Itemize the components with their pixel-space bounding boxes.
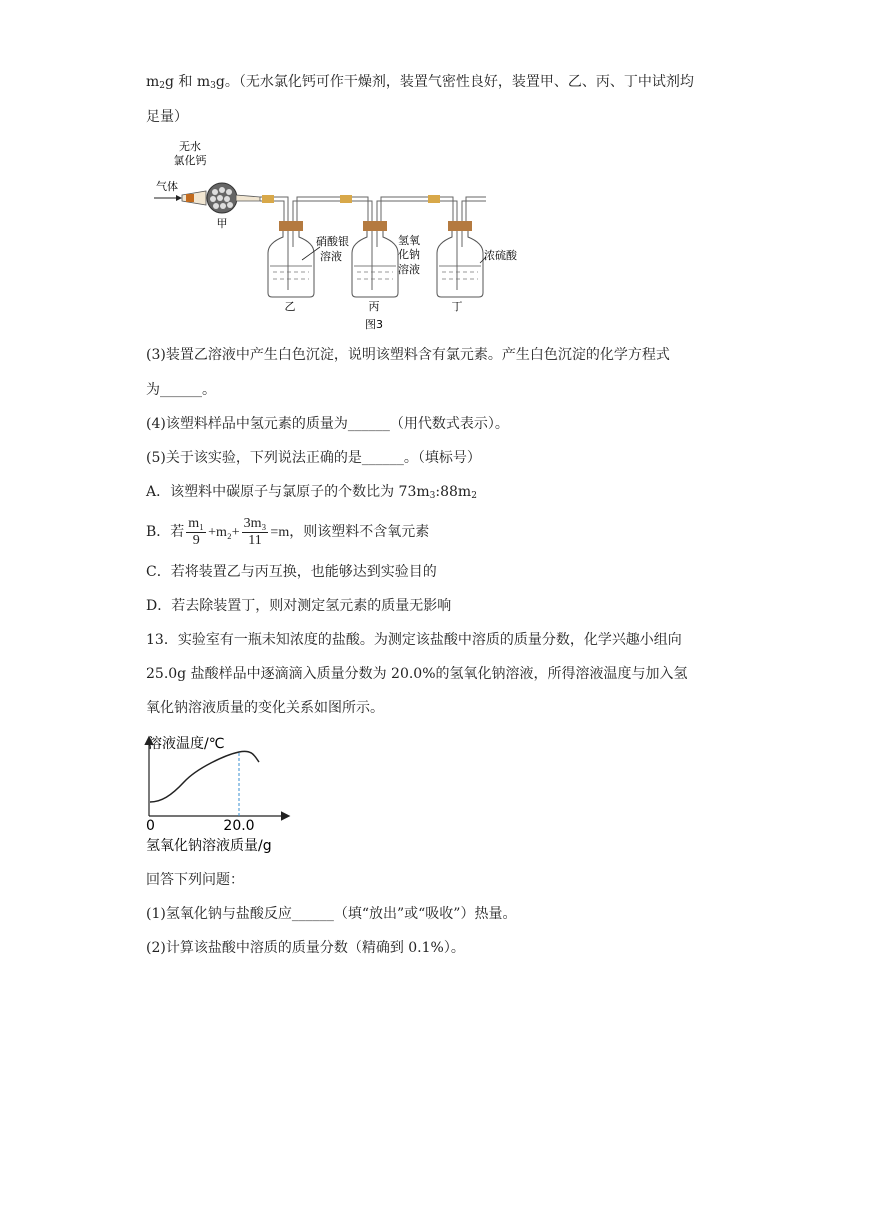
- intro-line-2: 足量）: [146, 109, 188, 125]
- bottle-bing: [352, 221, 398, 297]
- temperature-chart: [140, 730, 300, 855]
- intro-line-1: $m_2g$ 和 $m_3g$。（无水氯化钙可作干燥剂，装置气密性良好，装置甲、乙、丙、丁中试剂均: [146, 74, 694, 91]
- q13-sub-1: (1)氢氧化钠与盐酸反应______（填“放出”或“吸收”）热量。: [146, 906, 517, 922]
- q13-line-2: 25.0g 盐酸样品中逐滴滴入质量分数为 20.0%的氢氧化钠溶液，所得溶液温度与加入氢: [146, 666, 688, 682]
- reagent-yi-2: 溶液: [320, 250, 342, 263]
- origin-label: 0: [146, 818, 155, 834]
- x-axis-label: 氢氧化钠溶液质量/g: [146, 838, 272, 854]
- fraction-3m3-11: $\frac{\text{3m₃}}{11}$: [243, 515, 267, 548]
- option-b: B．若 $\frac{\text{m₁}}{9}$ +m₂+ $\frac{\text{3m₃}}{11}$ =m，则该塑料不含氧元素: [146, 515, 430, 548]
- figure-caption: 图3: [365, 318, 383, 331]
- temperature-curve: [150, 751, 259, 802]
- gas-arrow-head: [176, 195, 182, 201]
- option-c: C．若将装置乙与丙互换，也能够达到实验目的: [146, 564, 437, 580]
- q4: (4)该塑料样品中氢元素的质量为______（用代数式表示）。: [146, 416, 509, 432]
- drier-label-1: 无水: [179, 140, 201, 153]
- answer-intro: 回答下列问题：: [146, 872, 244, 888]
- rubber-joint-2: [340, 195, 352, 203]
- label-bing: 丙: [368, 300, 380, 313]
- bottle-yi: [268, 221, 314, 297]
- fraction-m1-9: $\frac{\text{m₁}}{9}$: [188, 515, 205, 548]
- reagent-bing-3: 溶液: [398, 263, 420, 276]
- reagent-ding: 浓硫酸: [484, 249, 517, 262]
- label-yi: 乙: [284, 300, 296, 313]
- drier-label-2: 氯化钙: [173, 154, 207, 167]
- q3-line-2: 为______。: [146, 382, 216, 398]
- reagent-bing-1: 氢氧: [398, 234, 420, 247]
- q3-line-1: (3)装置乙溶液中产生白色沉淀，说明该塑料含有氯元素。产生白色沉淀的化学方程式: [146, 347, 670, 363]
- y-axis-label: 溶液温度/℃: [148, 736, 225, 752]
- rubber-joint-3: [428, 195, 440, 203]
- apparatus-diagram: [150, 135, 530, 335]
- bottle-ding: [437, 221, 483, 297]
- drying-tube: [182, 183, 260, 213]
- q5: (5)关于该实验，下列说法正确的是______。（填标号）: [146, 450, 481, 466]
- q13-line-1: 13．实验室有一瓶未知浓度的盐酸。为测定该盐酸中溶质的质量分数，化学兴趣小组向: [146, 632, 682, 648]
- reagent-bing-2: 化钠: [398, 248, 420, 261]
- q13-sub-2: (2)计算该盐酸中溶质的质量分数（精确到 0.1%）。: [146, 940, 465, 956]
- x-tick-label: 20.0: [223, 818, 255, 834]
- reagent-yi-1: 硝酸银: [316, 235, 349, 248]
- label-jia: 甲: [216, 217, 228, 230]
- option-d: D．若去除装置丁，则对测定氢元素的质量无影响: [146, 598, 452, 614]
- gas-label: 气体: [156, 180, 178, 193]
- q13-line-3: 氧化钠溶液质量的变化关系如图所示。: [146, 700, 384, 716]
- label-ding: 丁: [451, 300, 463, 313]
- rubber-joint-1: [262, 195, 274, 203]
- option-a: A．该塑料中碳原子与氯原子的个数比为 $73m_3:88m_2$: [146, 484, 477, 501]
